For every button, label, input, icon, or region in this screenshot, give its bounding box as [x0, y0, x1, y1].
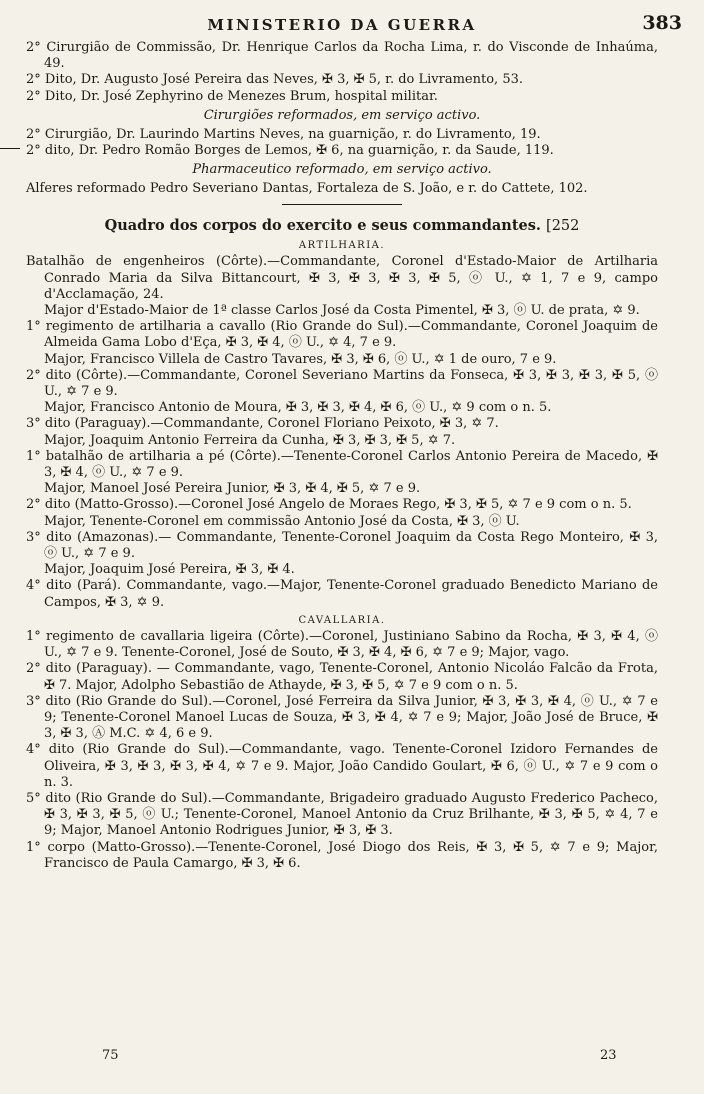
list-item: 2° Cirurgião de Commissão, Dr. Henrique Carlos da Rocha Lima, r. do Visconde de Inhaúma, 49. — [26, 40, 658, 72]
section-title-text: Quadro dos corpos do exercito e seus commandantes. — [104, 217, 541, 235]
artillery-list — [26, 254, 658, 610]
page-header — [26, 10, 682, 40]
list-item: 5° dito (Rio Grande do Sul).—Commandante, Brigadeiro graduado Augusto Frederico Pacheco, ✠ 3, ✠ 3, ✠ 5, ⓞ U.; Tenente-Coronel, Manoel Antonio da Cruz Brilhante, ✠ 3, ✠ 5, ✡ 4, 7 e 9; Major, Manoel Antonio Rodrigues Junior, ✠ 3, ✠ 3. — [26, 790, 658, 839]
list-item: 4° dito (Pará). Commandante, vago.—Major, Tenente-Coronel graduado Benedicto Mariano de Campos, ✠ 3, ✡ 9. — [26, 578, 658, 610]
list-item: Major, Manoel José Pereira Junior, ✠ 3, ✠ 4, ✠ 5, ✡ 7 e 9. — [44, 481, 421, 497]
cavalry-list — [26, 629, 658, 872]
list-item: Major, Tenente-Coronel em commissão Antonio José da Costa, ✠ 3, ⓞ U. — [44, 513, 520, 529]
list-item: 1° regimento de artilharia a cavallo (Rio Grande do Sul).—Commandante, Coronel Joaquim de Almeida Gama Lobo d'Eça, ✠ 3, ✠ 4, ⓞ U., ✡ 4, 7 e 9. — [26, 319, 658, 351]
subhead-pharma: Pharmaceutico reformado, em serviço activo. — [192, 162, 492, 178]
page-number: 383 — [642, 12, 682, 34]
list-item: 2° dito, Dr. Pedro Romão Borges de Lemos, ✠ 6, na guarnição, r. da Saude, 119. — [26, 143, 554, 159]
list-item: 2° dito (Côrte).—Commandante, Coronel Severiano Martins da Fonseca, ✠ 3, ✠ 3, ✠ 3, ✠ 5, ⓞ U., ✡ 7 e 9. — [26, 367, 658, 400]
surgeons-block — [26, 127, 658, 159]
list-item: 1° corpo (Matto-Grosso).—Tenente-Coronel, José Diogo dos Reis, ✠ 3, ✠ 5, ✡ 7 e 9; Major, Francisco de Paula Camargo, ✠ 3, ✠ 6. — [26, 839, 658, 871]
list-item: Major, Joaquim Antonio Ferreira da Cunha, ✠ 3, ✠ 3, ✠ 5, ✡ 7. — [44, 432, 456, 448]
signature-mark-right: 23 — [600, 1048, 617, 1063]
signature-mark-left: 75 — [102, 1048, 119, 1063]
section-ref: [252 — [546, 218, 580, 235]
list-item: 4° dito (Rio Grande do Sul).—Commandante, vago. Tenente-Coronel Izidoro Fernandes de Oliveira, ✠ 3, ✠ 3, ✠ 3, ✠ 4, ✡ 7 e 9. Major, João Candido Goulart, ✠ 6, ⓞ U., ✡ 7 e 9 com o n. 3. — [26, 742, 658, 790]
subhead-surgeons: Cirurgiões reformados, em serviço activo. — [203, 107, 481, 123]
artillery-heading: ARTILHARIA. — [298, 240, 386, 252]
list-item: 3° dito (Paraguay).—Commandante, Coronel Floriano Peixoto, ✠ 3, ✡ 7. — [26, 416, 499, 432]
list-item: 2° dito (Paraguay). — Commandante, vago, Tenente-Coronel, Antonio Nicoláo Falcão da Frota, ✠ 7. Major, Adolpho Sebastião de Athayde, ✠ 3, ✠ 5, ✡ 7 e 9 com o n. 5. — [26, 661, 658, 693]
list-item: Major, Francisco Antonio de Moura, ✠ 3, ✠ 3, ✠ 4, ✠ 6, ⓞ U., ✡ 9 com o n. 5. — [44, 400, 552, 416]
pharma-block — [26, 181, 658, 197]
intro-block — [26, 40, 658, 105]
running-head: MINISTERIO DA GUERRA — [207, 16, 477, 34]
list-item: Alferes reformado Pedro Severiano Dantas, Fortaleza de S. João, e r. do Cattete, 102. — [26, 181, 588, 197]
section-title — [26, 217, 658, 234]
list-item: 2° Dito, Dr. Augusto José Pereira das Neves, ✠ 3, ✠ 5, r. do Livramento, 53. — [26, 72, 523, 88]
list-item: Batalhão de engenheiros (Côrte).—Commandante, Coronel d'Estado-Maior de Artilharia Conrado Maria da Silva Bittancourt, ✠ 3, ✠ 3, ✠ 3, ✠ 5, ⓞ U., ✡ 1, 7 e 9, campo d'Acclamação, 24. — [26, 254, 658, 302]
list-item: 1° batalhão de artilharia a pé (Côrte).—Tenente-Coronel Carlos Antonio Pereira de Macedo, ✠ 3, ✠ 4, ⓞ U., ✡ 7 e 9. — [26, 448, 658, 481]
list-item: 3° dito (Rio Grande do Sul).—Coronel, José Ferreira da Silva Junior, ✠ 3, ✠ 3, ✠ 4, ⓞ U., ✡ 7 e 9; Tenente-Coronel Manoel Lucas de Souza, ✠ 3, ✠ 4, ✡ 7 e 9; Major, João José de Bruce, ✠ 3, ✠ 3, Ⓐ M.C. ✡ 4, 6 e 9. — [26, 693, 658, 742]
margin-mark — [0, 148, 20, 149]
list-item: Major d'Estado-Maior de 1ª classe Carlos José da Costa Pimentel, ✠ 3, ⓞ U. de prata, ✡ 9. — [44, 303, 640, 319]
cavalry-heading: CAVALLARIA. — [298, 614, 386, 626]
list-item: Major, Francisco Villela de Castro Tavares, ✠ 3, ✠ 6, ⓞ U., ✡ 1 de ouro, 7 e 9. — [44, 351, 557, 367]
list-item: 2° dito (Matto-Grosso).—Coronel José Angelo de Moraes Rego, ✠ 3, ✠ 5, ✡ 7 e 9 com o n. 5. — [26, 497, 632, 513]
page-footer — [0, 1048, 704, 1068]
list-item: 1° regimento de cavallaria ligeira (Côrte).—Coronel, Justiniano Sabino da Rocha, ✠ 3, ✠ 4, ⓞ U., ✡ 7 e 9. Tenente-Coronel, José de Souto, ✠ 3, ✠ 4, ✠ 6, ✡ 7 e 9; Major, vago. — [26, 628, 658, 661]
list-item: Major, Joaquim José Pereira, ✠ 3, ✠ 4. — [44, 562, 295, 578]
list-item: 2° Dito, Dr. José Zephyrino de Menezes Brum, hospital militar. — [26, 88, 438, 104]
list-item: 2° Cirurgião, Dr. Laurindo Martins Neves, na guarnição, r. do Livramento, 19. — [26, 126, 541, 142]
section-divider — [282, 204, 402, 205]
list-item: 3° dito (Amazonas).— Commandante, Tenente-Coronel Joaquim da Costa Rego Monteiro, ✠ 3, ⓞ U., ✡ 7 e 9. — [26, 529, 658, 562]
